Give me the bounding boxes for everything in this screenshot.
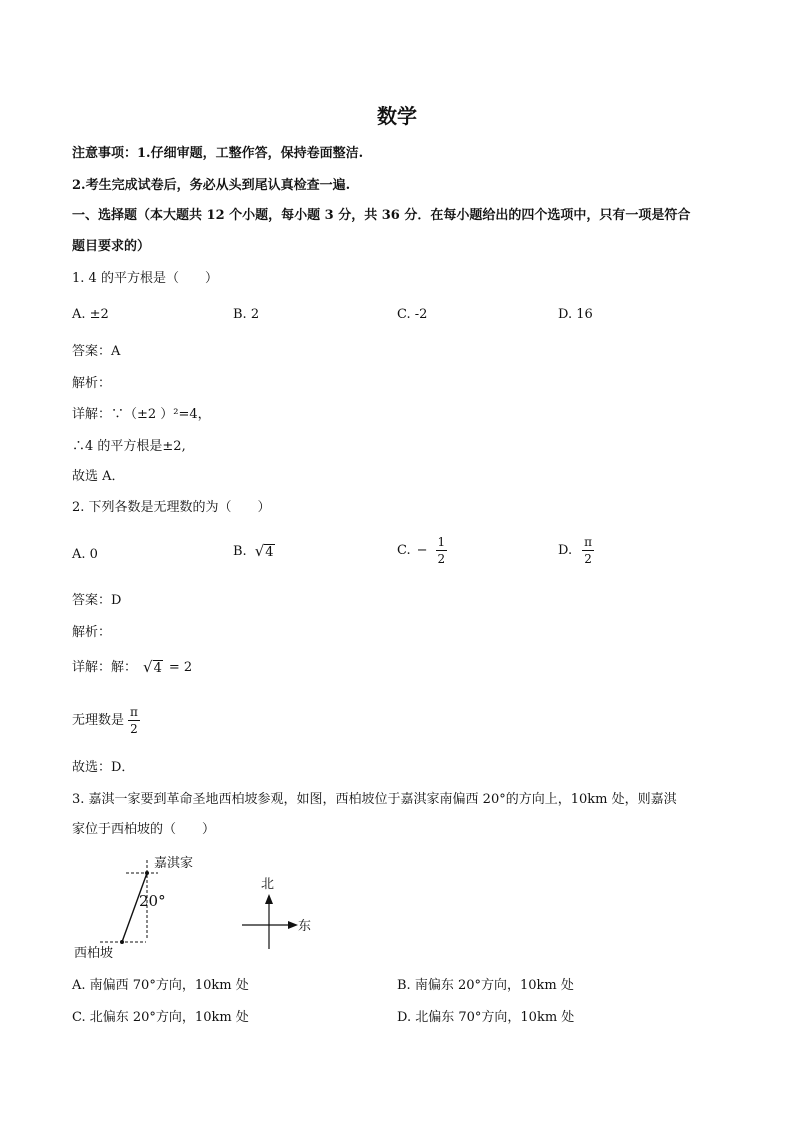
- q1-choose: 故选 A．: [72, 469, 125, 484]
- section-heading-line-2: 题目要求的）: [72, 239, 151, 254]
- compass-east-label: 东: [298, 919, 312, 934]
- q2-option-d-fraction: [582, 536, 594, 565]
- home-point: [145, 871, 149, 875]
- q2-irrational-prefix: 无理数是: [72, 713, 125, 728]
- q2-option-b-radicand: 4: [265, 545, 274, 560]
- q2-option-b: [233, 544, 275, 559]
- q2-option-c-numerator: 1: [437, 535, 446, 549]
- q2-detail-suffix: = 2: [168, 660, 193, 675]
- q2-irrational: [72, 706, 142, 735]
- q2-option-c: [397, 536, 449, 565]
- radical-sign-icon: √: [143, 658, 153, 676]
- q1-option-d: D. 16: [558, 307, 593, 322]
- q3-direction-figure: [60, 845, 330, 965]
- q2-detail-radicand: 4: [153, 661, 162, 676]
- q3-option-d: D. 北偏东 70°方向，10km 处: [397, 1010, 575, 1025]
- q3-home-label: 嘉淇家: [154, 856, 194, 871]
- q1-option-b: B. 2: [233, 307, 260, 322]
- q2-option-c-fraction: [436, 536, 448, 565]
- q1-answer: 答案：A: [72, 344, 121, 359]
- q2-option-b-sqrt: [255, 544, 275, 559]
- q1-option-c: C. -2: [397, 307, 428, 322]
- q2-answer: 答案：D: [72, 593, 122, 608]
- q2-option-a: A. 0: [72, 547, 98, 562]
- q1-stem: 1. 4 的平方根是（ ）: [72, 271, 218, 286]
- notes-line-2: 2.考生完成试卷后，务必从头到尾认真检查一遍.: [72, 178, 351, 193]
- page-title: 数学: [377, 104, 417, 128]
- notes-line-1: 注意事项：1.仔细审题，工整作答，保持卷面整洁.: [72, 146, 364, 161]
- q2-choose: 故选：D．: [72, 760, 135, 775]
- q2-option-d-denominator: 2: [584, 552, 592, 566]
- q2-detail-prefix: 详解：解：: [72, 660, 138, 675]
- q3-option-b: B. 南偏东 20°方向，10km 处: [397, 978, 574, 993]
- xibaipo-point: [120, 940, 124, 944]
- q2-option-c-denominator: 2: [437, 552, 446, 566]
- q2-option-c-sign: −: [416, 543, 428, 558]
- q2-detail: [72, 660, 192, 675]
- section-heading-line-1: 一、选择题（本大题共 12 个小题，每小题 3 分，共 36 分．在每小题给出的四个选项中，只有一项是符合: [72, 208, 691, 223]
- q1-detail: 详解：∵（±2 ）²=4，: [72, 407, 211, 422]
- q2-detail-sqrt: [143, 660, 163, 675]
- q1-analysis-label: 解析：: [72, 376, 112, 391]
- q3-stem-line-2: 家位于西柏坡的（ ）: [72, 822, 216, 837]
- q2-irrational-denominator: 2: [130, 722, 138, 736]
- q2-option-d-numerator: π: [584, 535, 592, 549]
- q2-irrational-fraction: [128, 706, 140, 735]
- q3-angle-label: 20°: [139, 892, 166, 910]
- east-arrow-icon: [288, 921, 298, 929]
- q2-option-d: [558, 536, 596, 565]
- north-arrow-icon: [265, 894, 273, 904]
- q3-option-c: C. 北偏东 20°方向，10km 处: [72, 1010, 249, 1025]
- q2-option-d-label: D.: [558, 543, 573, 558]
- q2-stem: 2. 下列各数是无理数的为（ ）: [72, 500, 271, 515]
- q2-analysis-label: 解析：: [72, 625, 112, 640]
- q3-xibaipo-label: 西柏坡: [74, 946, 114, 961]
- q1-option-a: A. ±2: [72, 307, 109, 322]
- q3-stem-line-1: 3. 嘉淇一家要到革命圣地西柏坡参观，如图，西柏坡位于嘉淇家南偏西 20°的方向上，10km 处，则嘉淇: [72, 792, 677, 807]
- q2-option-c-label: C.: [397, 543, 411, 558]
- q2-option-b-label: B.: [233, 544, 247, 559]
- q3-option-a: A. 南偏西 70°方向，10km 处: [72, 978, 249, 993]
- q2-irrational-numerator: π: [130, 705, 138, 719]
- radical-sign-icon: √: [254, 542, 265, 560]
- compass-north-label: 北: [261, 877, 275, 892]
- q1-therefore: ∴4 的平方根是±2,: [72, 439, 186, 454]
